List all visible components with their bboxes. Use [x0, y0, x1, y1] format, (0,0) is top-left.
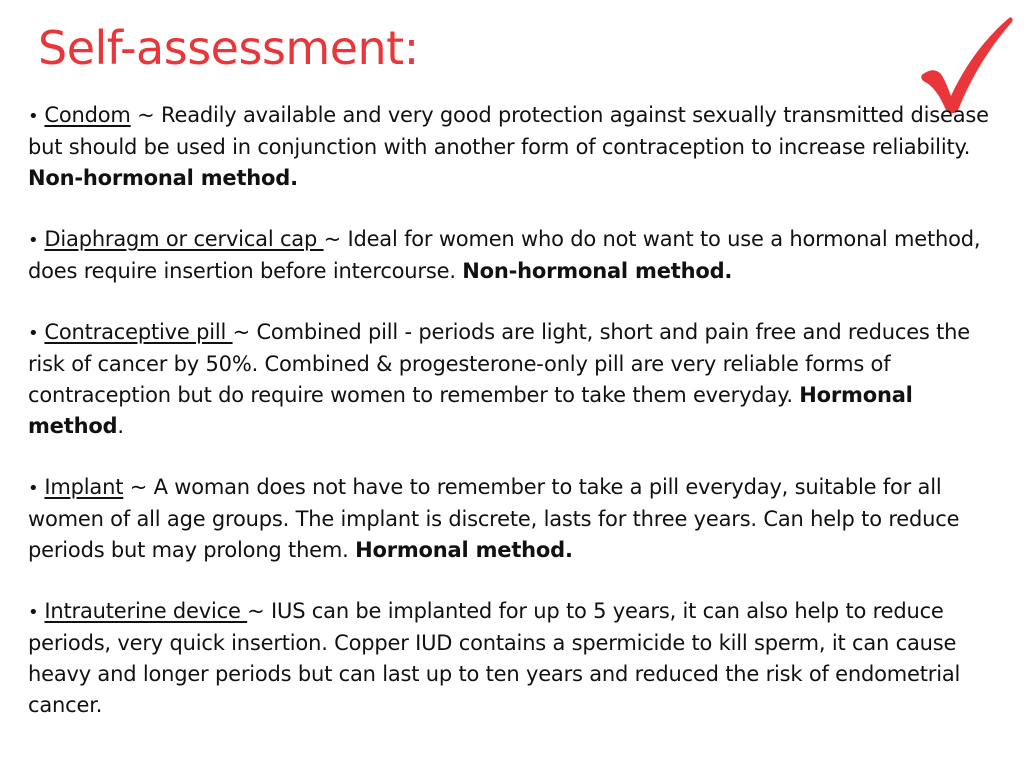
method-label: Non-hormonal method.	[462, 259, 733, 283]
list-item	[28, 596, 1003, 721]
bullet: •	[28, 602, 39, 623]
list-item	[28, 472, 1003, 566]
separator: ~	[247, 599, 272, 623]
term-intrauterine-device: Intrauterine device	[44, 599, 248, 623]
method-label: Hormonal method	[28, 383, 913, 438]
assessment-list	[28, 100, 1003, 751]
bullet: •	[28, 230, 39, 251]
list-item	[28, 100, 1003, 194]
separator: ~	[232, 320, 257, 344]
description: IUS can be implanted for up to 5 years, it can also help to reduce periods, very quick insertion. Copper IUD contains a spermicide to kill sperm, it can cause heavy and longer periods but can last up to ten years and reduced the risk of endometrial cancer.	[28, 599, 961, 717]
separator: ~	[123, 475, 154, 499]
term-diaphragm: Diaphragm or cervical cap	[44, 227, 324, 251]
bullet: •	[28, 106, 39, 127]
method-label: Non-hormonal method.	[28, 166, 298, 190]
description: Combined pill - periods are light, short and pain free and reduces the risk of cancer by 50%. Combined & progesterone-only pill are very reliable forms of contraception but do require women to remember to take them everyday.	[28, 320, 971, 407]
list-item	[28, 224, 1003, 287]
tail: .	[117, 414, 124, 438]
description: A woman does not have to remember to take a pill everyday, suitable for all women of all age groups. The implant is discrete, lasts for three years. Can help to reduce periods but may prolong them.	[28, 475, 960, 562]
description: Readily available and very good protection against sexually transmitted disease but should be used in conjunction with another form of contraception to increase reliability.	[28, 103, 989, 159]
description: Ideal for women who do not want to use a hormonal method, does require insertion before intercourse.	[28, 227, 981, 283]
term-implant: Implant	[44, 475, 124, 499]
bullet: •	[28, 478, 39, 499]
method-label: Hormonal method.	[355, 538, 573, 562]
separator: ~	[130, 103, 162, 127]
list-item	[28, 317, 1003, 442]
term-condom: Condom	[44, 103, 131, 127]
separator: ~	[323, 227, 348, 251]
bullet: •	[28, 323, 39, 344]
page-title: Self-assessment:	[38, 21, 419, 75]
term-contraceptive-pill: Contraceptive pill	[44, 320, 233, 344]
